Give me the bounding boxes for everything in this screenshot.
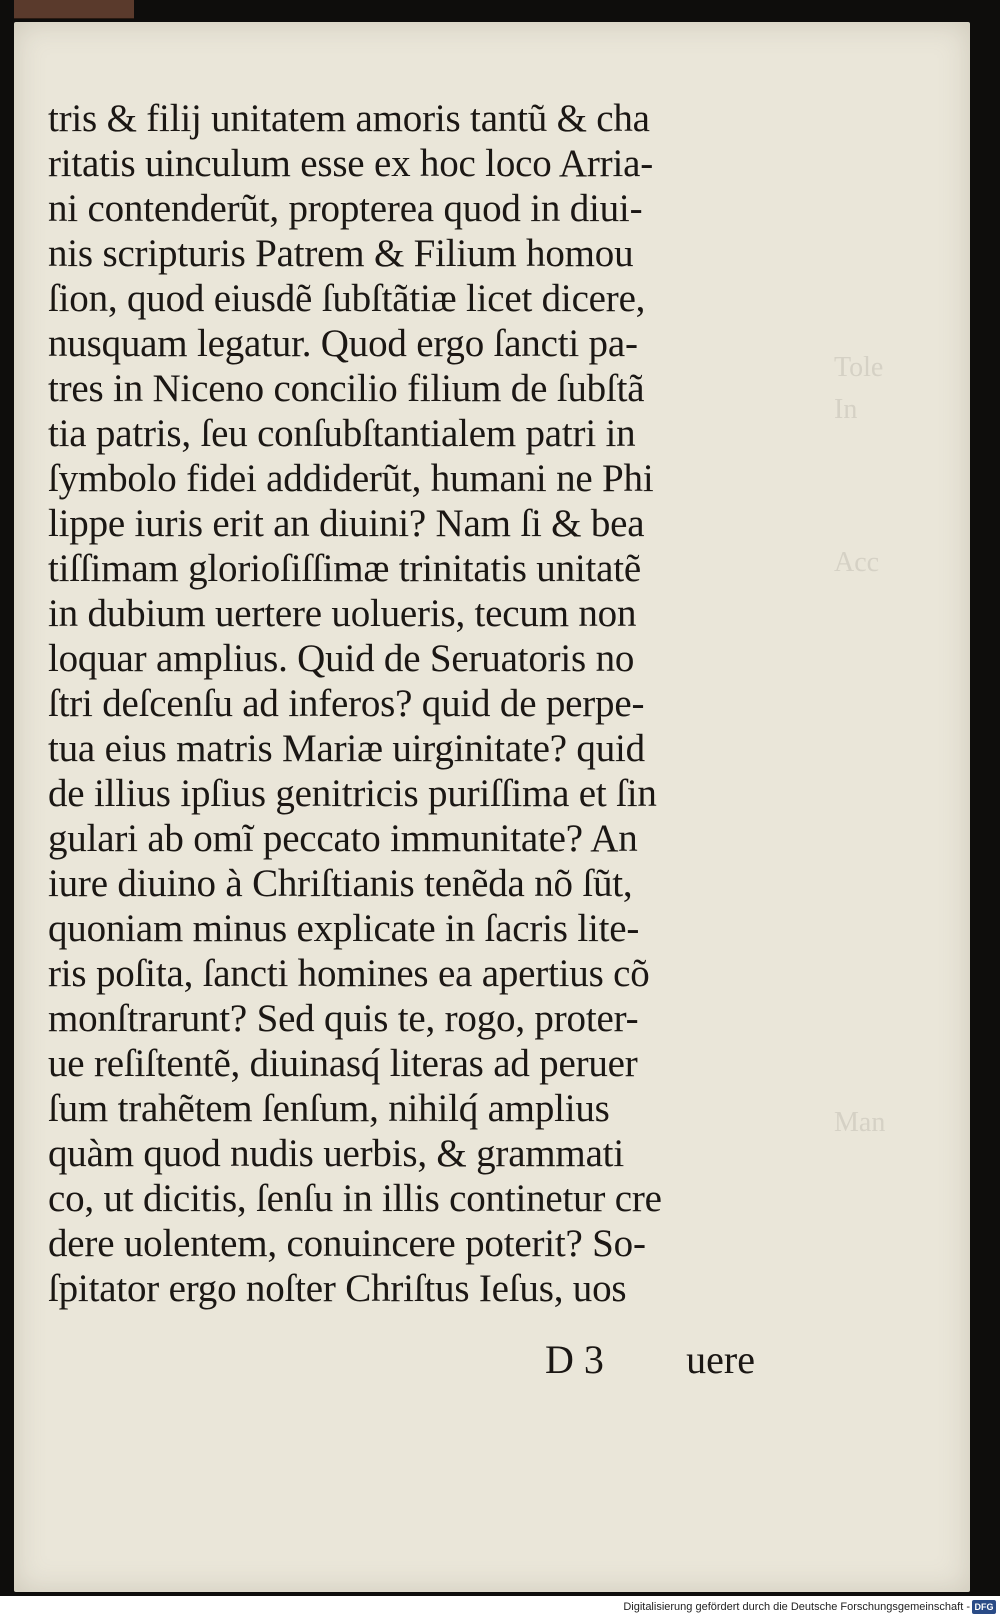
funding-credit: Digitalisierung gefördert durch die Deutsche Forschungsgemeinschaft - (623, 1601, 970, 1613)
text-line: gulari ab omĩ peccato immunitate? An (48, 817, 638, 860)
show-through-text: In (834, 394, 858, 425)
text-line: ſum trahẽtem ſenſum, nihilq́ amplius (48, 1087, 610, 1130)
text-line: tua eius matris Mariæ uirginitate? quid (48, 727, 645, 770)
text-line: tiſſimam glorioſiſſimæ trinitatis unitatẽ (48, 547, 642, 590)
text-line: ue reſiſtentẽ, diuinasq́ literas ad peruer (48, 1042, 638, 1085)
text-line: tris & filij unitatem amoris tantũ & cha (48, 97, 650, 140)
show-through-text: Acc (834, 547, 880, 578)
page-foot (545, 1336, 755, 1383)
signature-mark: D 3 (545, 1337, 604, 1382)
text-line: de illius ipſius genitricis puriſſima et ſin (48, 772, 657, 815)
text-line: tres in Niceno concilio filium de ſubſtã (48, 367, 645, 410)
text-line: co, ut dicitis, ſenſu in illis continetur cre (48, 1177, 662, 1220)
page-text (48, 96, 748, 1311)
digitization-footer (0, 1596, 1000, 1621)
text-line: monſtrarunt? Sed quis te, rogo, proter- (48, 997, 639, 1040)
text-line: ſymbolo fidei addiderũt, humani ne Phi (48, 457, 654, 500)
catchword: uere (686, 1337, 755, 1382)
text-line: lippe iuris erit an diuini? Nam ſi & bea (48, 502, 645, 545)
dfg-logo-icon: DFG (972, 1600, 996, 1614)
text-line: quàm quod nudis uerbis, & grammati (48, 1132, 624, 1175)
text-line: iure diuino à Chriſtianis tenẽda nõ ſũt, (48, 862, 633, 905)
text-line: ſpitator ergo noſter Chriſtus Ieſus, uos (48, 1267, 627, 1310)
text-line: in dubium uertere uolueris, tecum non (48, 592, 637, 635)
text-line: ritatis uinculum esse ex hoc loco Arria- (48, 142, 653, 185)
text-line: loquar amplius. Quid de Seruatoris no (48, 637, 635, 680)
text-line: tia patris, ſeu conſubſtantialem patri in (48, 412, 636, 455)
text-line: quoniam minus explicate in ſacris lite- (48, 907, 640, 950)
text-line: ris poſita, ſancti homines ea apertius cõ (48, 952, 650, 995)
text-line: ſion, quod eiusdẽ ſubſtãtiæ licet dicere, (48, 277, 646, 320)
show-through-text: Tole (834, 352, 884, 383)
text-line: ni contenderũt, propterea quod in diui- (48, 187, 643, 230)
text-line: nis scripturis Patrem & Filium homou (48, 232, 634, 275)
show-through-text: Man (834, 1107, 886, 1138)
adjacent-page-edge (14, 0, 134, 19)
text-line: ſtri deſcenſu ad inferos? quid de perpe- (48, 682, 645, 725)
text-line: dere uolentem, conuincere poterit? So- (48, 1222, 646, 1265)
text-line: nusquam legatur. Quod ergo ſancti pa- (48, 322, 638, 365)
